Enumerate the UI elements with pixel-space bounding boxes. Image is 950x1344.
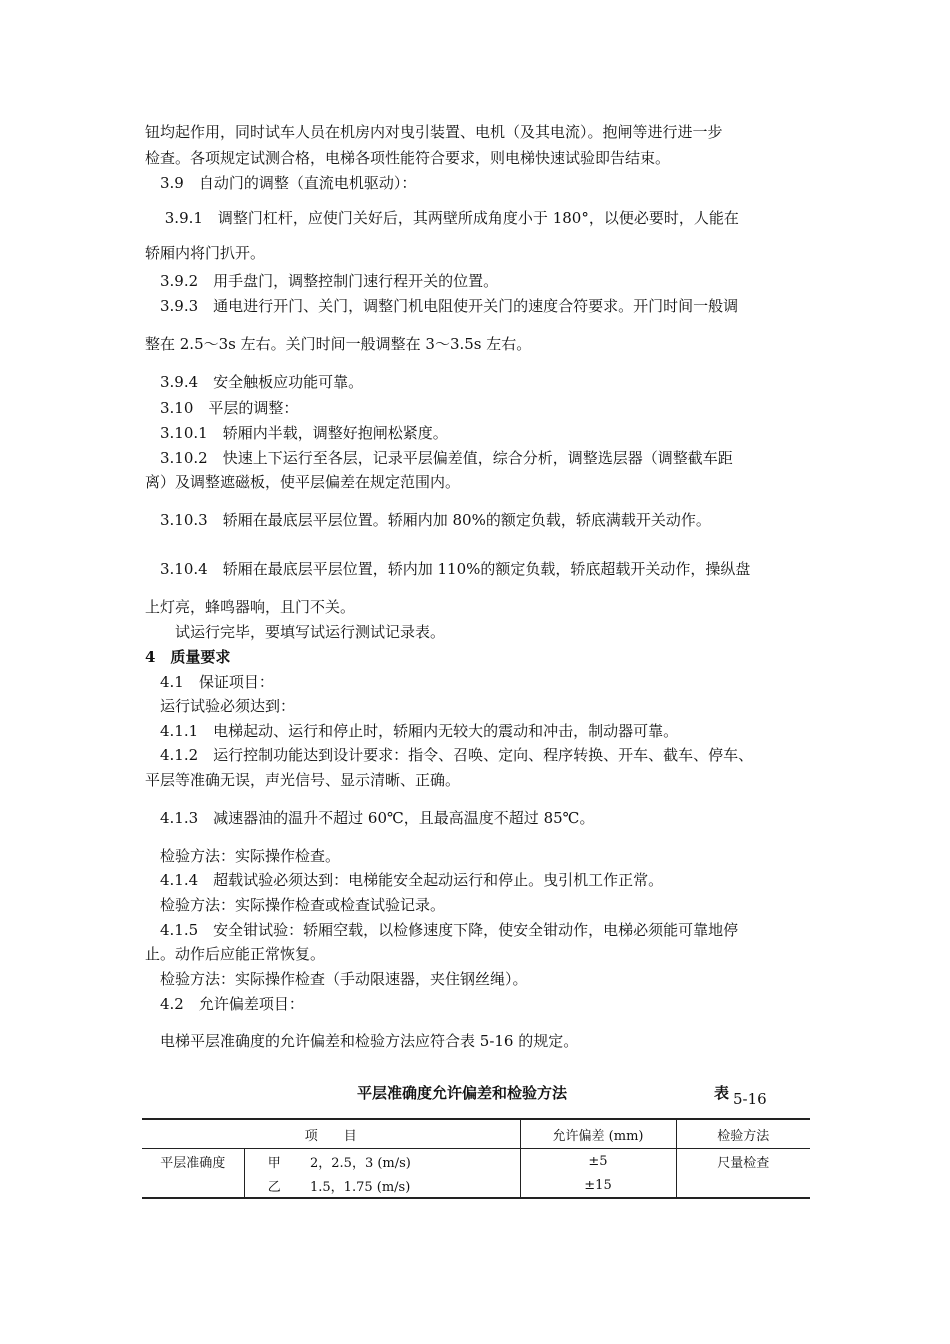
cell-category <box>142 1173 244 1198</box>
text-line: 3.9.3 通电进行开门、关门，调整门机电阻使开关门的速度合符要求。开门时间一般调 <box>145 297 739 315</box>
text-line: 3.9.4 安全触板应功能可靠。 <box>145 373 364 391</box>
header-item: 项 目 <box>142 1119 520 1149</box>
cell-grade: 乙 <box>244 1173 304 1198</box>
text-line: 止。动作后应能正常恢复。 <box>145 945 326 963</box>
table-row <box>142 1173 810 1198</box>
text-line: 3.9.1 调整门杠杆，应使门关好后，其两壁所成角度小于 180°，以便必要时，人能在 <box>145 209 739 227</box>
text-line: 离）及调整遮磁板，使平层偏差在规定范围内。 <box>145 473 461 491</box>
text-line: 试运行完毕，要填写试运行测试记录表。 <box>145 623 446 641</box>
text-line: 检验方法：实际操作检查。 <box>145 847 341 865</box>
text-line: 运行试验必须达到： <box>145 697 296 715</box>
cell-speed: 2，2.5，3 (m/s) <box>310 1155 411 1171</box>
header-deviation: 允许偏差 (mm) <box>520 1119 676 1149</box>
table-label: 表 <box>714 1084 730 1102</box>
text-line: 4.1.4 超载试验必须达到：电梯能安全起动运行和停止。曳引机工作正常。 <box>145 871 664 889</box>
cell-deviation: ±5 <box>520 1149 676 1174</box>
text-line: 平层等准确无误，声光信号、显示清晰、正确。 <box>145 771 461 789</box>
cell-deviation: ±15 <box>520 1173 676 1198</box>
cell-method: 尺量检查 <box>676 1149 810 1174</box>
text-line: 检验方法：实际操作检查或检查试验记录。 <box>145 896 446 914</box>
section-heading: 4.2 允许偏差项目： <box>145 995 304 1013</box>
table-header-row <box>142 1119 810 1149</box>
text-line: 4.1.3 减速器油的温升不超过 60℃，且最高温度不超过 85℃。 <box>145 809 595 827</box>
text-line: 轿厢内将门扒开。 <box>145 244 266 262</box>
section-heading: 3.9 自动门的调整（直流电机驱动）： <box>145 174 417 192</box>
text-line: 3.10.2 快速上下运行至各层，记录平层偏差值，综合分析，调整选层器（调整截车距 <box>145 449 733 467</box>
section-heading: 4.1 保证项目： <box>145 673 274 691</box>
table-number: 5-16 <box>733 1090 767 1108</box>
cell-method <box>676 1173 810 1198</box>
text-line: 上灯亮，蜂鸣器响，且门不关。 <box>145 598 356 616</box>
text-line: 3.9.2 用手盘门，调整控制门速行程开关的位置。 <box>145 272 499 290</box>
text-line: 4.1.1 电梯起动、运行和停止时，轿厢内无较大的震动和冲击，制动器可靠。 <box>145 722 679 740</box>
text-line: 整在 2.5～3s 左右。关门时间一般调整在 3～3.5s 左右。 <box>145 335 532 353</box>
text-line: 检验方法：实际操作检查（手动限速器，夹住钢丝绳）。 <box>145 970 528 988</box>
text-line: 电梯平层准确度的允许偏差和检验方法应符合表 5-16 的规定。 <box>145 1032 579 1050</box>
header-method: 检验方法 <box>676 1119 810 1149</box>
text-line: 4.1.2 运行控制功能达到设计要求：指令、召唤、定向、程序转换、开车、截车、停车、 <box>145 746 754 764</box>
chapter-heading: 4 质量要求 <box>145 648 231 666</box>
table-row <box>142 1149 810 1174</box>
text-line: 钮均起作用，同时试车人员在机房内对曳引装置、电机（及其电流）。抱闸等进行进一步 <box>145 123 723 141</box>
text-line: 3.10.3 轿厢在最底层平层位置。轿厢内加 80%的额定负载，轿底满载开关动作。 <box>145 511 711 529</box>
text-line: 3.10.1 轿厢内半载，调整好抱闸松紧度。 <box>145 424 448 442</box>
cell-category: 平层准确度 <box>160 1155 226 1171</box>
text-line: 3.10.4 轿厢在最底层平层位置，轿内加 110%的额定负载，轿底超载开关动作，操纵盘 <box>145 560 751 578</box>
cell-speed: 1.5，1.75 (m/s) <box>304 1173 520 1198</box>
text-line: 检查。各项规定试测合格，电梯各项性能符合要求，则电梯快速试验即告结束。 <box>145 149 671 167</box>
section-heading: 3.10 平层的调整： <box>145 399 299 417</box>
tolerance-table <box>142 1118 810 1199</box>
cell-grade: 甲 <box>244 1149 304 1174</box>
text-line: 4.1.5 安全钳试验：轿厢空载，以检修速度下降，使安全钳动作，电梯必须能可靠地停 <box>145 921 739 939</box>
table-title: 平层准确度允许偏差和检验方法 <box>357 1084 568 1102</box>
